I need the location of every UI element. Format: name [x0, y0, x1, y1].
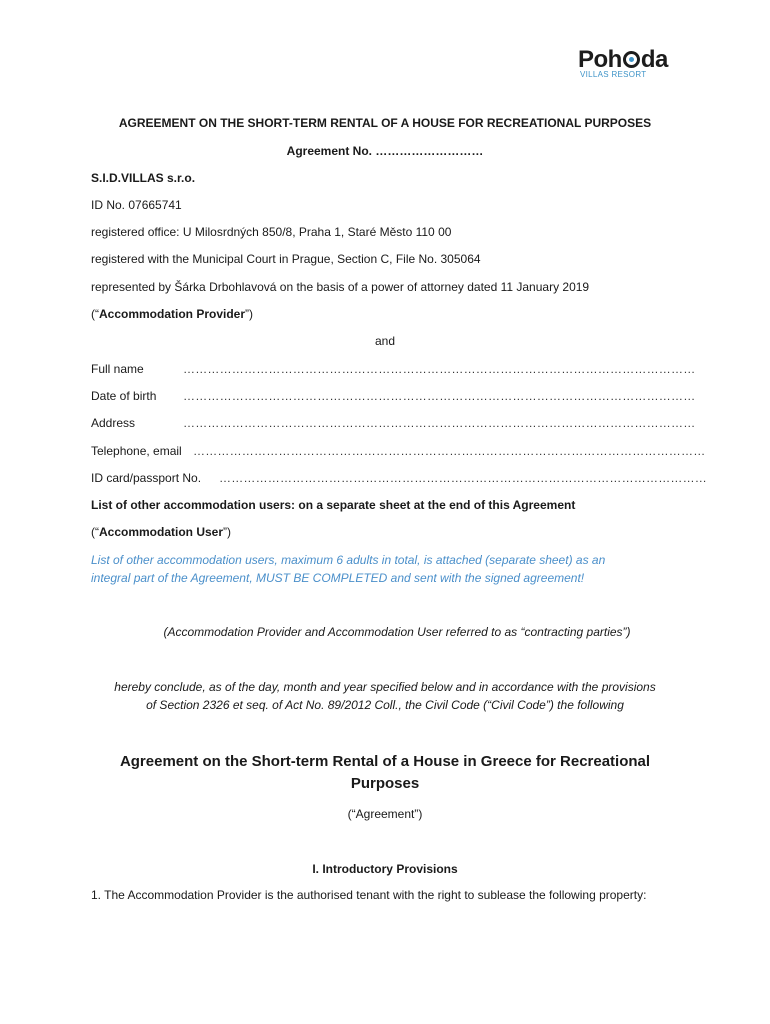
- field-telephone-email: [91, 444, 705, 458]
- paragraph-1: 1. The Accommodation Provider is the authorised tenant with the right to sublease the following property:: [91, 888, 647, 902]
- company-name: S.I.D.VILLAS s.r.o.: [91, 171, 196, 185]
- field-id-passport: [91, 471, 707, 485]
- document-title: AGREEMENT ON THE SHORT-TERM RENTAL OF A HOUSE FOR RECREATIONAL PURPOSES: [118, 116, 652, 130]
- pohoda-logo: [578, 46, 678, 82]
- provider-designation: [91, 307, 253, 321]
- field-date-of-birth: [91, 389, 695, 403]
- field-label: ID card/passport No.: [91, 471, 202, 485]
- user-label: Accommodation User: [99, 525, 224, 539]
- field-full-name: [91, 362, 695, 376]
- field-blank: ………………………………………………………………………………………………………………: [183, 389, 696, 403]
- field-label: Telephone, email: [91, 444, 182, 458]
- field-address: [91, 416, 695, 430]
- agreement-heading-line-2: Purposes: [350, 775, 420, 792]
- user-suffix: ”): [223, 525, 232, 539]
- contracting-parties-note: (Accommodation Provider and Accommodation User referred to as “contracting parties”): [163, 625, 631, 639]
- conclusion-line-2: of Section 2326 et seq. of Act No. 89/2012 Coll., the Civil Code (“Civil Code”) the following: [146, 698, 624, 712]
- represented-by: represented by Šárka Drbohlavová on the basis of a power of attorney dated 11 January 2019: [91, 280, 590, 294]
- field-blank: …………………………………………………………………………………………………………: [219, 471, 707, 485]
- agreement-short-name: (“Agreement”): [347, 807, 423, 821]
- section-introductory-provisions: I. Introductory Provisions: [312, 862, 458, 876]
- field-label: Date of birth: [91, 389, 157, 403]
- field-blank: ………………………………………………………………………………………………………………: [183, 362, 696, 376]
- provider-prefix: (“: [91, 307, 99, 321]
- field-blank: ………………………………………………………………………………………………………………: [193, 444, 706, 458]
- provider-suffix: ”): [245, 307, 254, 321]
- other-users-note: List of other accommodation users: on a separate sheet at the end of this Agreement: [91, 498, 576, 512]
- field-label: Address: [91, 416, 136, 430]
- field-blank: ………………………………………………………………………………………………………………: [183, 416, 696, 430]
- conclusion-line-1: hereby conclude, as of the day, month and year specified below and in accordance with the provisions: [114, 680, 656, 694]
- users-note-line-2: integral part of the Agreement, MUST BE COMPLETED and sent with the signed agreement!: [91, 571, 585, 585]
- user-designation: [91, 525, 231, 539]
- users-note-line-1: List of other accommodation users, maximum 6 adults in total, is attached (separate sheet) as an: [91, 553, 606, 567]
- company-id: ID No. 07665741: [91, 198, 182, 212]
- registered-court: registered with the Municipal Court in Prague, Section C, File No. 305064: [91, 252, 481, 266]
- agreement-number: Agreement No. ………………………: [286, 144, 484, 158]
- registered-office: registered office: U Milosrdných 850/8, Praha 1, Staré Město 110 00: [91, 225, 452, 239]
- logo-subtitle: VILLAS RESORT: [580, 70, 647, 79]
- field-label: Full name: [91, 362, 144, 376]
- logo-eye-icon: [623, 51, 640, 68]
- user-prefix: (“: [91, 525, 99, 539]
- and-separator: and: [374, 334, 396, 348]
- logo-word-end: da: [640, 46, 668, 73]
- provider-label: Accommodation Provider: [99, 307, 246, 321]
- agreement-heading-line-1: Agreement on the Short-term Rental of a House in Greece for Recreational: [119, 753, 651, 770]
- logo-word-start: Poh: [578, 46, 622, 73]
